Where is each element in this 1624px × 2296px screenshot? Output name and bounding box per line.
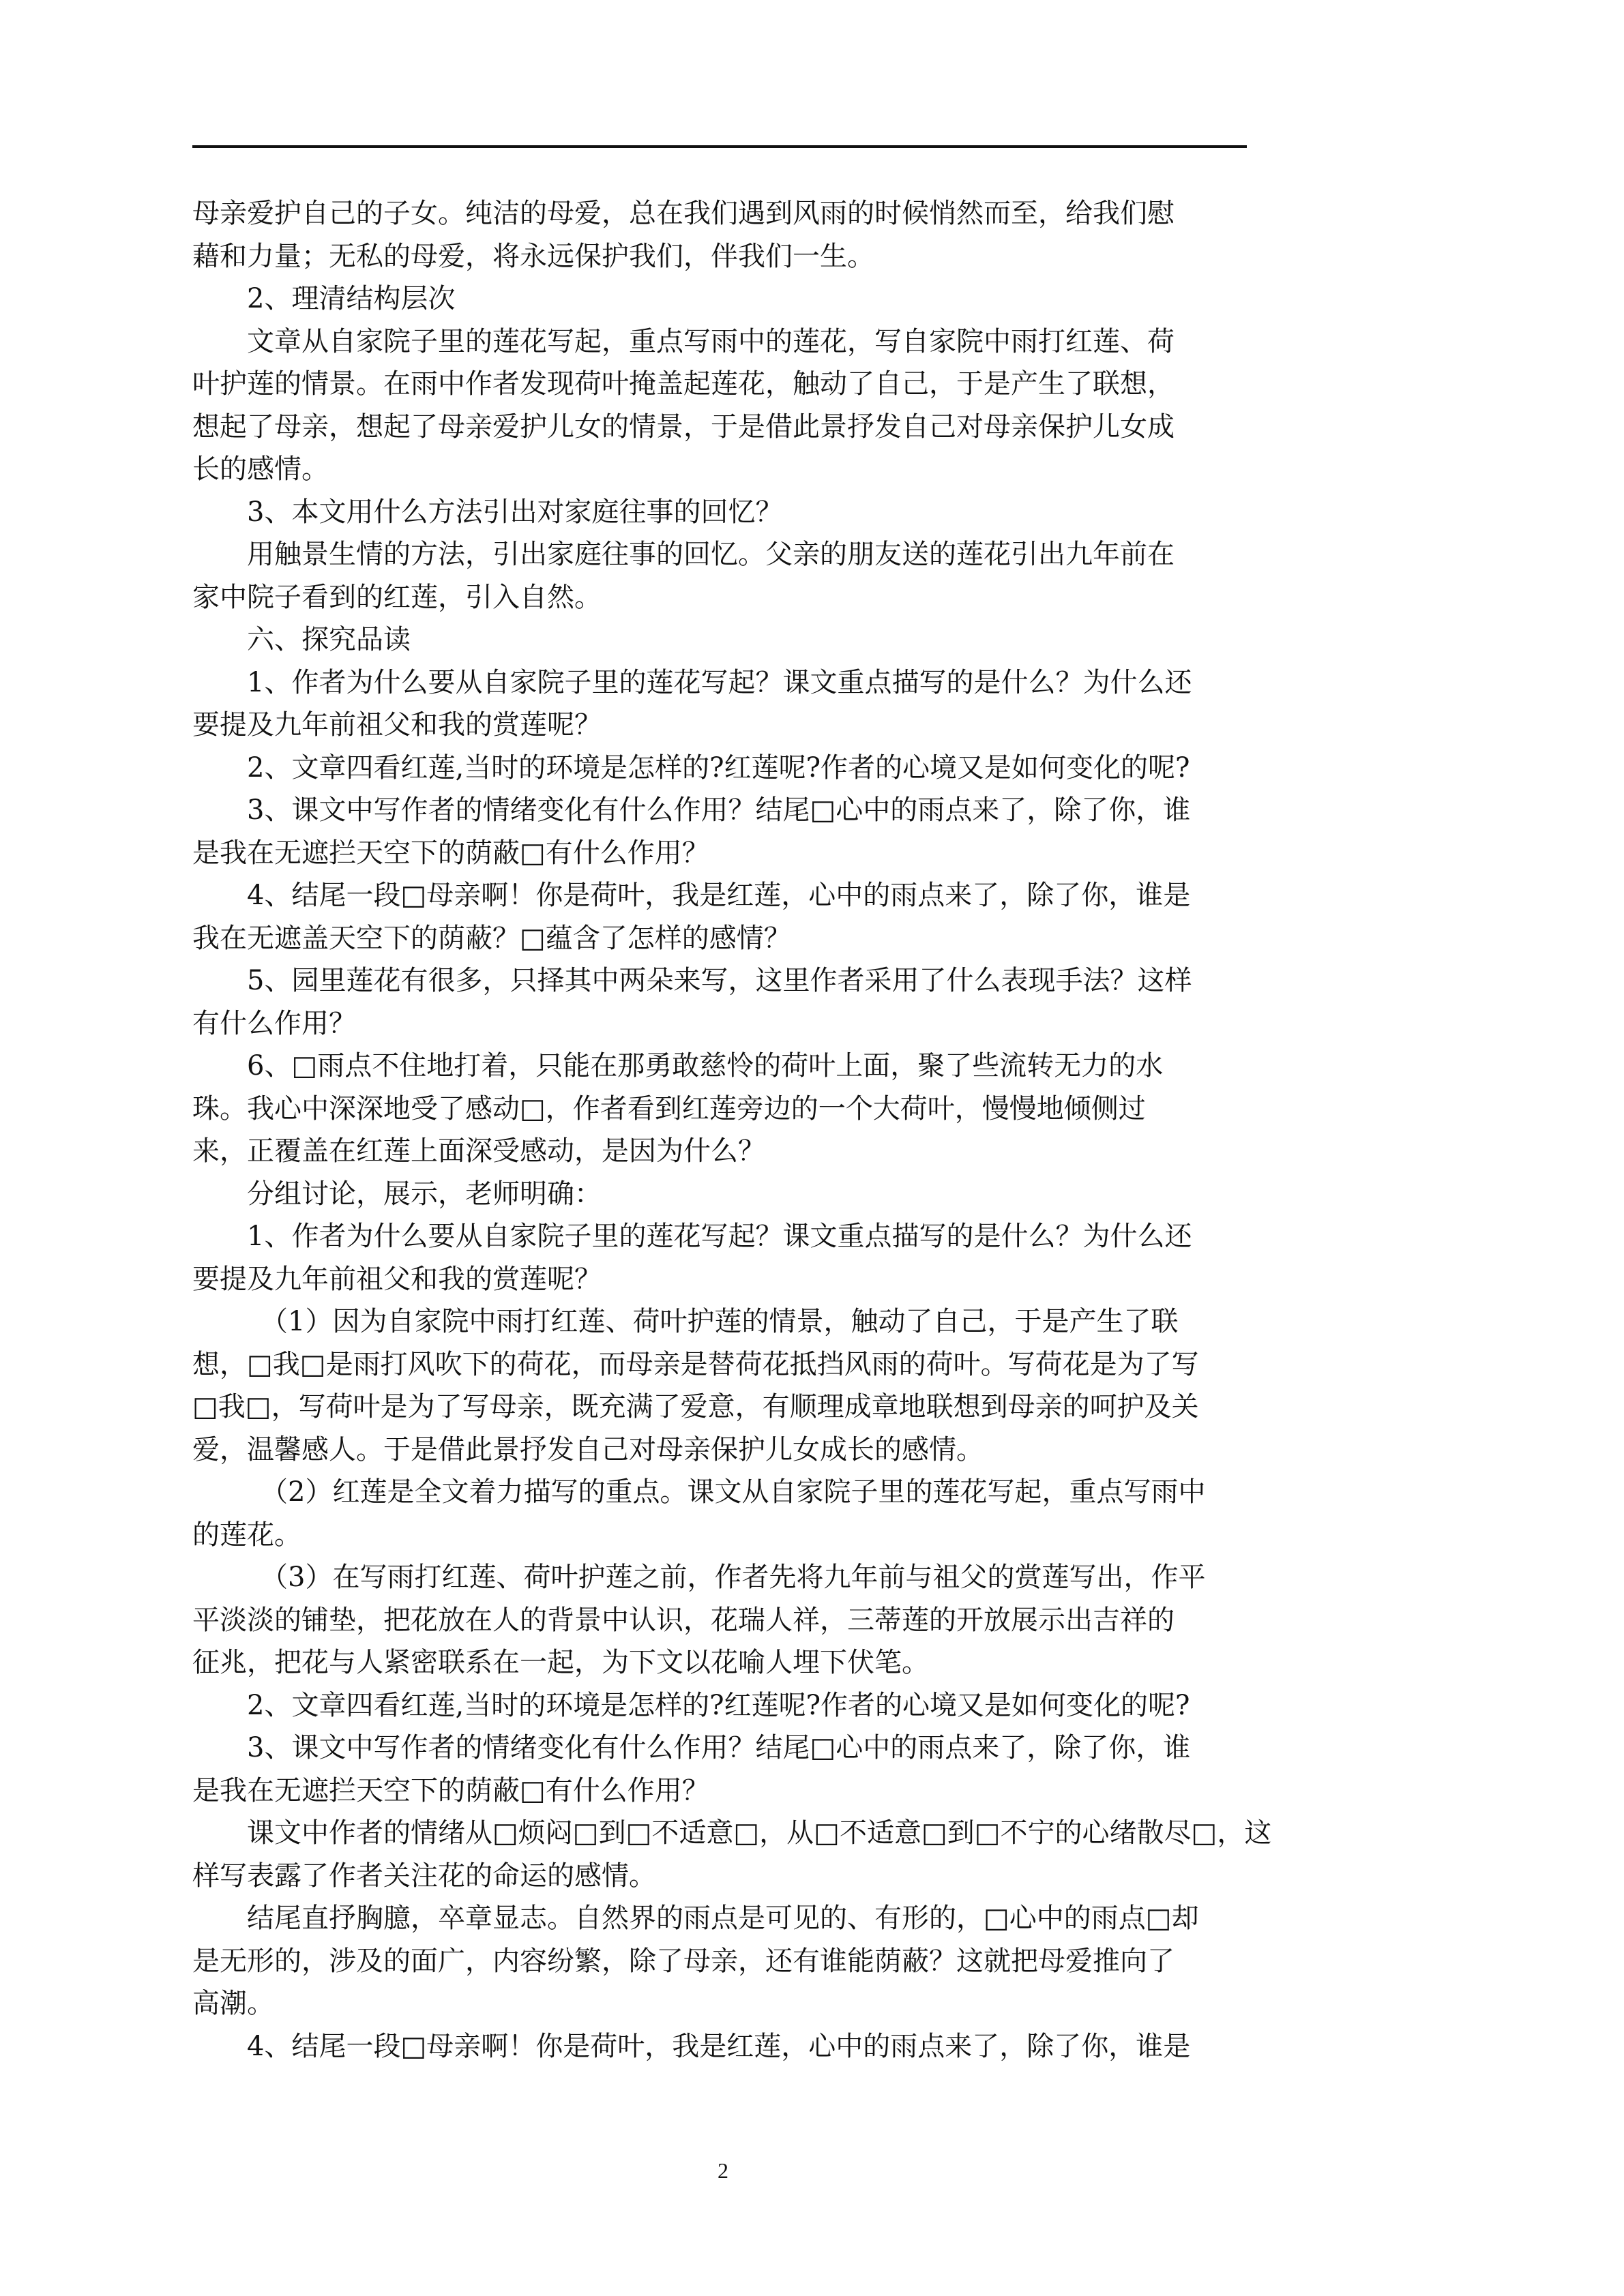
text-line: 藉和力量；无私的母爱，将永远保护我们，伴我们一生。 <box>192 240 874 272</box>
page-number: 2 <box>718 2158 728 2183</box>
text-line: 要提及九年前祖父和我的赏莲呢？ <box>192 1263 602 1295</box>
text-line: 的莲花。 <box>192 1519 301 1551</box>
question-line: 2、文章四看红莲,当时的环境是怎样的?红莲呢?作者的心境又是如何变化的呢? <box>247 751 1190 784</box>
text-line: 来，正覆盖在红莲上面深受感动，是因为什么？ <box>192 1135 765 1167</box>
text-line: 用触景生情的方法，引出家庭往事的回忆。父亲的朋友送的莲花引出九年前在 <box>247 539 1175 570</box>
text-line: 分组讨论，展示，老师明确： <box>247 1178 602 1210</box>
text-line: 想，□我□是雨打风吹下的荷花，而母亲是替荷花抵挡风雨的荷叶。写荷花是为了写 <box>192 1348 1199 1380</box>
question-line: 4、结尾一段□母亲啊！你是荷叶，我是红莲，心中的雨点来了，除了你，谁是 <box>247 2030 1191 2062</box>
section-heading: 2、理清结构层次 <box>247 283 456 314</box>
text-line: 长的感情。 <box>192 453 329 485</box>
text-line: 征兆，把花与人紧密联系在一起，为下文以花喻人埋下伏笔。 <box>192 1647 929 1678</box>
header-rule <box>192 145 1247 148</box>
question-line: 1、作者为什么要从自家院子里的莲花写起？课文重点描写的是什么？为什么还 <box>247 666 1192 698</box>
text-line: 爱，温馨感人。于是借此景抒发自己对母亲保护儿女成长的感情。 <box>192 1433 984 1465</box>
section-heading: 3、本文用什么方法引出对家庭往事的回忆？ <box>247 496 783 528</box>
answer-line: （2）红莲是全文着力描写的重点。课文从自家院子里的莲花写起，重点写雨中 <box>261 1476 1206 1508</box>
text-line: 课文中作者的情绪从□烦闷□到□不适意□，从□不适意□到□不宁的心绪散尽□，这 <box>247 1817 1272 1849</box>
answer-line: （3）在写雨打红莲、荷叶护莲之前，作者先将九年前与祖父的赏莲写出，作平 <box>261 1562 1206 1593</box>
text-line: 母亲爱护自己的子女。纯洁的母爱，总在我们遇到风雨的时候悄然而至，给我们慰 <box>192 198 1175 229</box>
section-heading: 六、探究品读 <box>247 624 411 655</box>
text-line: 想起了母亲，想起了母亲爱护儿女的情景，于是借此景抒发自己对母亲保护儿女成 <box>192 411 1175 443</box>
text-line: 是我在无遮拦天空下的荫蔽□有什么作用？ <box>192 837 709 869</box>
text-line: 叶护莲的情景。在雨中作者发现荷叶掩盖起莲花，触动了自己，于是产生了联想， <box>192 368 1175 400</box>
answer-line: （1）因为自家院中雨打红莲、荷叶护莲的情景，触动了自己，于是产生了联 <box>261 1306 1179 1337</box>
text-line: 高潮。 <box>192 1988 274 2019</box>
text-line: 结尾直抒胸臆，卒章显志。自然界的雨点是可见的、有形的，□心中的雨点□却 <box>247 1903 1199 1934</box>
document-body <box>192 192 1272 2068</box>
text-line: 要提及九年前祖父和我的赏莲呢？ <box>192 709 602 741</box>
text-line: 样写表露了作者关注花的命运的感情。 <box>192 1860 656 1892</box>
text-line: □我□，写荷叶是为了写母亲，既充满了爱意，有顺理成章地联想到母亲的呵护及关 <box>192 1391 1199 1422</box>
question-line: 4、结尾一段□母亲啊！你是荷叶，我是红莲，心中的雨点来了，除了你，谁是 <box>247 880 1191 911</box>
question-line: 6、□雨点不住地打着，只能在那勇敢慈怜的荷叶上面，聚了些流转无力的水 <box>247 1050 1164 1082</box>
question-line: 3、课文中写作者的情绪变化有什么作用？结尾□心中的雨点来了，除了你，谁 <box>247 794 1191 826</box>
question-line: 5、园里莲花有很多，只择其中两朵来写，这里作者采用了什么表现手法？这样 <box>247 965 1192 996</box>
text-line: 是我在无遮拦天空下的荫蔽□有什么作用？ <box>192 1774 709 1806</box>
question-line: 2、文章四看红莲,当时的环境是怎样的?红莲呢?作者的心境又是如何变化的呢? <box>247 1689 1190 1721</box>
text-line: 有什么作用？ <box>192 1007 356 1039</box>
text-line: 是无形的，涉及的面广，内容纷繁，除了母亲，还有谁能荫蔽？这就把母爱推向了 <box>192 1945 1175 1977</box>
text-line: 珠。我心中深深地受了感动□，作者看到红莲旁边的一个大荷叶，慢慢地倾侧过 <box>192 1092 1146 1124</box>
question-line: 3、课文中写作者的情绪变化有什么作用？结尾□心中的雨点来了，除了你，谁 <box>247 1732 1191 1763</box>
text-line: 文章从自家院子里的莲花写起，重点写雨中的莲花，写自家院中雨打红莲、荷 <box>247 325 1175 357</box>
text-line: 平淡淡的铺垫，把花放在人的背景中认识，花瑞人祥，三蒂莲的开放展示出吉祥的 <box>192 1604 1175 1636</box>
question-line: 1、作者为什么要从自家院子里的莲花写起？课文重点描写的是什么？为什么还 <box>247 1221 1192 1252</box>
text-line: 我在无遮盖天空下的荫蔽？□蕴含了怎样的感情？ <box>192 922 791 954</box>
text-line: 家中院子看到的红莲，引入自然。 <box>192 581 602 613</box>
